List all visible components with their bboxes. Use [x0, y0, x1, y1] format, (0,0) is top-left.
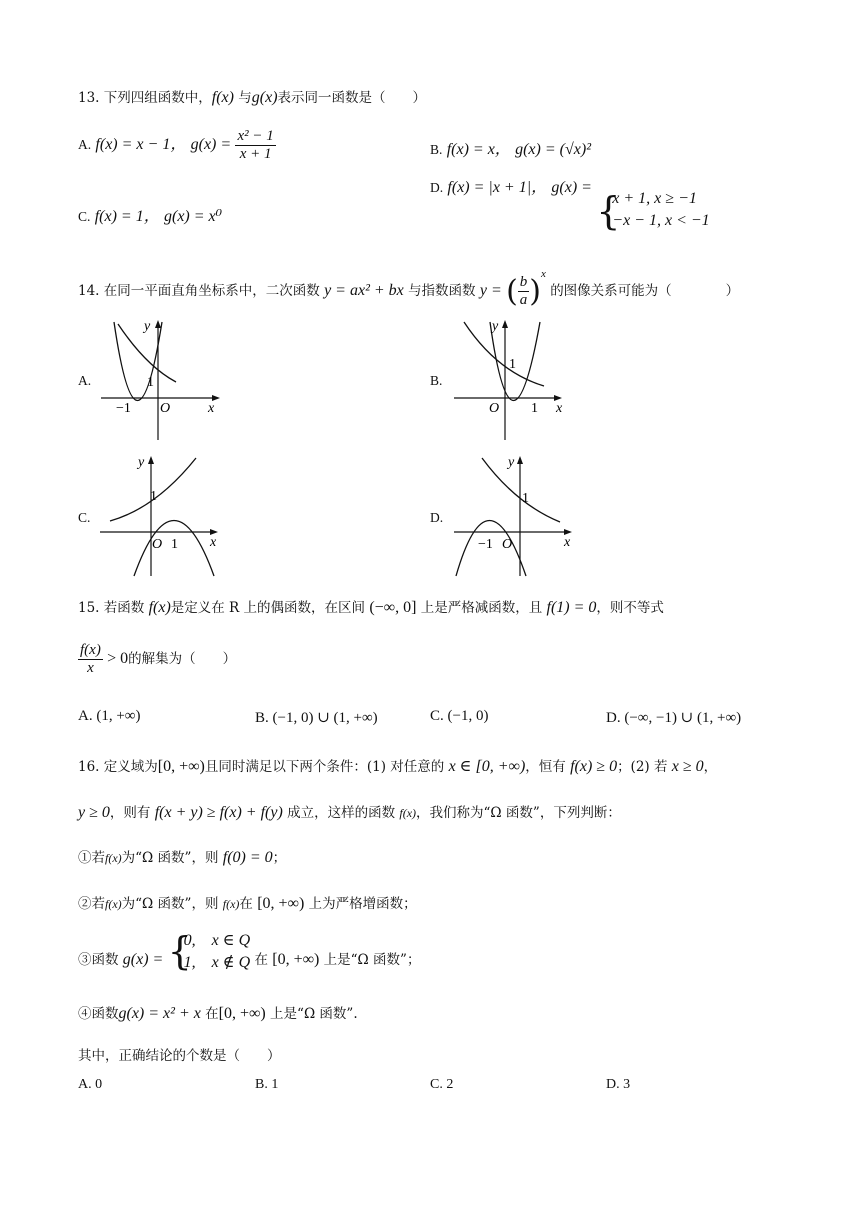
q16-stem-line1: 16. 定义域为[0, +∞)且同时满足以下两个条件：(1) 对任意的 x ∈ [0, +∞)，恒有 f(x) ≥ 0；(2) 若 x ≥ 0，: [78, 758, 718, 775]
parabola-curve: [114, 322, 162, 401]
q13-option-b[interactable]: B. f(x) = x， g(x) = (√x)²: [430, 141, 591, 158]
q13-a-fraction: $\frac{\text{x² − 1}}{x + 1}$: [237, 128, 274, 162]
svg-text:x: x: [564, 535, 571, 550]
q14-option-a-label[interactable]: A.: [78, 373, 92, 388]
y-axis-arrow-icon: [502, 320, 508, 328]
q16-option-b[interactable]: B. 1: [255, 1077, 279, 1092]
svg-text:y: y: [492, 319, 499, 334]
q13-option-c[interactable]: C. f(x) = 1， g(x) = x⁰: [78, 208, 223, 225]
q16-option-a[interactable]: A. 0: [78, 1077, 103, 1092]
exponential-curve: [482, 458, 560, 522]
svg-text:1: 1: [147, 375, 154, 390]
svg-text:O: O: [152, 537, 163, 552]
q15-option-a[interactable]: A. (1, +∞): [78, 708, 141, 724]
svg-text:−1: −1: [116, 401, 131, 416]
svg-text:x: x: [208, 401, 215, 416]
q14-graph-a[interactable]: [96, 314, 226, 444]
q16-statement-3: ③函数 g(x) = { 0, x ∈ Q 1, x ∉ Q 在 [0, +∞) 上是“Ω 函数”；: [78, 929, 421, 973]
q14-option-c-label[interactable]: C.: [78, 510, 91, 525]
q14-graph-b[interactable]: [452, 314, 582, 444]
q13-d-piecewise: { x + 1, x ≥ −1 −x − 1, x < −1: [596, 189, 710, 233]
svg-text:O: O: [489, 401, 500, 416]
q14-graph-c[interactable]: [96, 450, 226, 580]
q14-stem: 14. 在同一平面直角坐标系中，二次函数 y = ax² + bx 与指数函数 y = ( $\frac{b}{a}$ )$^x$ 的图像关系可能为（ ）: [78, 268, 740, 309]
q16-s3-piecewise: { 0, x ∈ Q 1, x ∉ Q: [167, 929, 251, 973]
svg-text:−1: −1: [478, 537, 493, 552]
q16-statement-4: ④函数g(x) = x² + x 在[0, +∞) 上是“Ω 函数”.: [78, 1005, 358, 1022]
svg-text:1: 1: [150, 489, 157, 504]
q16-option-d[interactable]: D. 3: [606, 1077, 631, 1092]
q13-option-a[interactable]: A. f(x) = x − 1， g(x) = $\frac{\text{x² − 1}}{x + 1}$: [78, 128, 274, 162]
svg-text:1: 1: [522, 491, 529, 506]
left-paren-icon: (: [506, 274, 518, 309]
q13-option-d[interactable]: D. f(x) = |x + 1|， g(x) = { x + 1, x ≥ −1 −x − 1, x < −1: [430, 179, 710, 233]
q15-option-d[interactable]: D. (−∞, −1) ∪ (1, +∞): [606, 710, 742, 726]
q14-graph-d[interactable]: [452, 450, 582, 580]
svg-text:O: O: [160, 401, 171, 416]
q16-statement-1: ①若f(x)为“Ω 函数”，则 f(0) = 0；: [78, 849, 287, 866]
svg-text:1: 1: [531, 401, 538, 416]
q13-stem: 13. 下列四组函数中，f(x) 与g(x)表示同一函数是（ ）: [78, 89, 427, 106]
svg-text:x: x: [210, 535, 217, 550]
q15-option-c[interactable]: C. (−1, 0): [430, 708, 489, 724]
svg-text:1: 1: [509, 357, 516, 372]
svg-text:y: y: [138, 455, 145, 470]
exponential-curve: [464, 322, 544, 386]
brace-icon: {: [596, 189, 621, 233]
y-axis-arrow-icon: [155, 320, 161, 328]
svg-text:y: y: [508, 455, 515, 470]
svg-text:x: x: [556, 401, 563, 416]
q16-statement-2: ②若f(x)为“Ω 函数”，则 f(x)在 [0, +∞) 上为严格增函数；: [78, 895, 417, 912]
right-paren-icon: ): [529, 274, 541, 309]
q16-option-c[interactable]: C. 2: [430, 1077, 454, 1092]
q14-option-b-label[interactable]: B.: [430, 373, 443, 388]
q15-option-b[interactable]: B. (−1, 0) ∪ (1, +∞): [255, 710, 378, 726]
q16-stem-line2: y ≥ 0，则有 f(x + y) ≥ f(x) + f(y) 成立，这样的函数 f(x)，我们称为“Ω 函数”，下列判断：: [78, 804, 621, 821]
q15-stem-line1: 15. 若函数 f(x)是定义在 R 上的偶函数，在区间 (−∞, 0] 上是严格减函数，且 f(1) = 0，则不等式: [78, 599, 664, 616]
y-axis-arrow-icon: [517, 456, 523, 464]
q14-option-d-label[interactable]: D.: [430, 510, 444, 525]
svg-text:O: O: [502, 537, 513, 552]
q15-stem-line2: $\frac{f(x)}{x}$ > 0的解集为（ ）: [80, 642, 237, 676]
brace-icon: {: [167, 929, 192, 973]
q16-ask: 其中，正确结论的个数是（ ）: [78, 1048, 281, 1064]
y-axis-arrow-icon: [148, 456, 154, 464]
svg-text:1: 1: [171, 537, 178, 552]
svg-text:y: y: [144, 319, 151, 334]
